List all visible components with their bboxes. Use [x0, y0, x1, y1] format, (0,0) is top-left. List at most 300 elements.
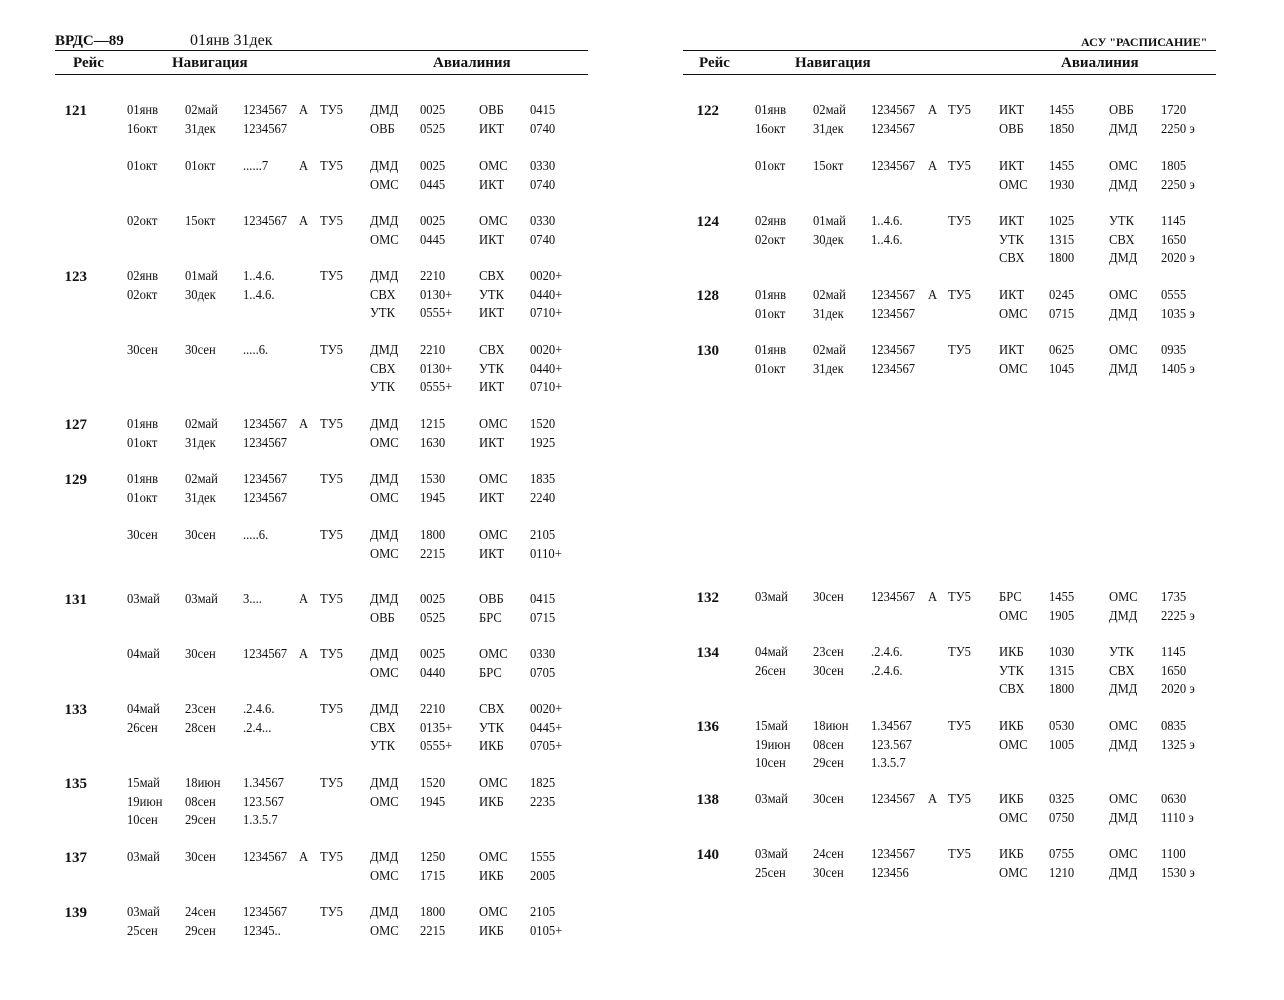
cell-t2: 1835 [530, 472, 556, 487]
cell-type: ТУ5 [320, 905, 343, 920]
cell-t1: 1030 [1049, 645, 1075, 660]
cell-t2: 2020 э [1161, 682, 1195, 697]
cell-from: 01окт [755, 361, 786, 377]
cell-from: 01янв [755, 343, 787, 358]
cell-to: 01май [813, 214, 846, 229]
cell-days: 3.... [243, 592, 262, 607]
cell-st2: ИКТ [479, 546, 505, 562]
cell-st2: ОМС [479, 776, 508, 791]
cell-t1: 1210 [1049, 865, 1075, 881]
flight-number: 128 [696, 288, 719, 304]
cell-type: ТУ5 [948, 847, 971, 862]
cell-st1: ОВБ [999, 121, 1024, 137]
cell-t1: 2210 [420, 269, 446, 284]
cell-ac: А [299, 592, 309, 607]
cell-to: 28сен [185, 720, 216, 736]
cell-from: 03май [127, 592, 160, 607]
cell-t1: 0025 [420, 159, 446, 174]
cell-t2: 0705+ [530, 739, 563, 754]
cell-st2: УТК [1109, 214, 1135, 229]
flight-number: 122 [696, 103, 719, 119]
cell-t2: 1035 э [1161, 306, 1195, 322]
cell-from: 02янв [127, 269, 159, 284]
cell-t1: 0135+ [420, 720, 453, 736]
flight-number: 140 [696, 847, 719, 863]
cell-st1: ОМС [999, 810, 1028, 826]
cell-st2: ОВБ [479, 103, 504, 118]
cell-from: 01янв [127, 103, 159, 118]
cell-st1: СВХ [370, 361, 396, 377]
cell-type: ТУ5 [320, 472, 343, 487]
cell-from: 01янв [755, 288, 787, 303]
cell-from: 26сен [755, 663, 786, 679]
cell-t2: 2250 э [1161, 121, 1195, 137]
cell-st1: ДМД [370, 343, 399, 358]
cell-days: 1234567 [871, 343, 916, 358]
cell-from: 03май [755, 590, 788, 605]
validity-period: 01янв 31дек [190, 32, 273, 49]
cell-days: 12345.. [243, 923, 281, 939]
right-page [683, 0, 1218, 1000]
cell-st2: СВХ [479, 269, 505, 284]
flight-number: 123 [64, 269, 87, 285]
cell-t1: 0025 [420, 214, 446, 229]
cell-st1: ОМС [999, 177, 1028, 193]
cell-to: 03май [185, 592, 218, 607]
cell-t2: 0330 [530, 647, 556, 662]
cell-st1: ОМС [370, 490, 399, 506]
column-header-route: Авиалиния [433, 55, 511, 71]
cell-type: ТУ5 [320, 592, 343, 607]
cell-days: 1234567 [243, 472, 288, 487]
flight-number: 124 [696, 214, 719, 230]
flight-number: 136 [696, 719, 719, 735]
cell-st1: ИКТ [999, 288, 1025, 303]
cell-from: 03май [755, 847, 788, 862]
cell-t2: 1145 [1161, 645, 1186, 660]
cell-from: 02окт [127, 214, 158, 229]
cell-t1: 0555+ [420, 380, 453, 395]
cell-t2: 1720 [1161, 103, 1187, 118]
cell-t1: 1455 [1049, 159, 1075, 174]
cell-from: 19июн [755, 737, 791, 753]
header-rule-bottom [55, 74, 588, 75]
cell-st2: ДМД [1109, 251, 1138, 266]
cell-st2: БРС [479, 665, 502, 681]
cell-t1: 0440 [420, 665, 446, 681]
cell-to: 02май [185, 417, 218, 432]
flight-number: 121 [64, 103, 87, 119]
cell-type: ТУ5 [320, 159, 343, 174]
cell-to: 30дек [813, 232, 844, 248]
cell-ac: А [299, 850, 309, 865]
cell-t1: 0715 [1049, 306, 1075, 322]
cell-st2: ОМС [1109, 719, 1138, 734]
cell-t2: 0715 [530, 610, 556, 626]
cell-ac: А [299, 159, 309, 174]
cell-st2: БРС [479, 610, 502, 626]
cell-to: 02май [185, 103, 218, 118]
flight-number: 127 [64, 417, 87, 433]
cell-ac: А [299, 214, 309, 229]
cell-ac: А [928, 792, 938, 807]
cell-from: 02окт [127, 287, 158, 303]
cell-t1: 0530 [1049, 719, 1075, 734]
cell-st1: ОВБ [370, 121, 395, 137]
cell-st1: ОМС [370, 665, 399, 681]
cell-st1: ДМД [370, 269, 399, 284]
column-header-flight: Рейс [73, 55, 104, 71]
cell-st2: СВХ [1109, 232, 1135, 248]
cell-to: 01май [185, 269, 218, 284]
cell-t1: 1005 [1049, 737, 1075, 753]
cell-t2: 1530 э [1161, 865, 1195, 881]
cell-t2: 0935 [1161, 343, 1187, 358]
cell-from: 03май [127, 905, 160, 920]
cell-from: 01окт [127, 159, 158, 174]
cell-t2: 2020 э [1161, 251, 1195, 266]
cell-st2: УТК [479, 720, 505, 736]
cell-t2: 0445+ [530, 720, 563, 736]
cell-type: ТУ5 [320, 528, 343, 543]
cell-t1: 1800 [420, 905, 446, 920]
cell-t1: 1250 [420, 850, 446, 865]
cell-ac: А [928, 590, 938, 605]
cell-t1: 1945 [420, 490, 446, 506]
cell-t2: 1325 э [1161, 737, 1195, 753]
cell-t2: 0020+ [530, 343, 563, 358]
cell-from: 25сен [127, 923, 158, 939]
cell-type: ТУ5 [948, 645, 971, 660]
cell-t1: 2215 [420, 923, 446, 939]
cell-days: 1234567 [871, 847, 916, 862]
cell-days: 1234567 [243, 417, 288, 432]
cell-t2: 0440+ [530, 287, 563, 303]
cell-from: 01янв [755, 103, 787, 118]
cell-st2: ОМС [1109, 159, 1138, 174]
cell-t2: 1925 [530, 435, 556, 451]
cell-type: ТУ5 [320, 647, 343, 662]
cell-to: 02май [185, 472, 218, 487]
cell-st2: УТК [479, 361, 505, 377]
flight-number: 132 [696, 590, 719, 606]
cell-days: 1..4.6. [871, 232, 903, 248]
cell-t1: 0445 [420, 232, 446, 248]
cell-t1: 1715 [420, 868, 446, 884]
cell-ac: А [299, 647, 309, 662]
cell-from: 19июн [127, 794, 163, 810]
cell-t1: 1800 [1049, 682, 1075, 697]
cell-t1: 1905 [1049, 608, 1075, 624]
cell-st2: ИКТ [479, 177, 505, 193]
cell-t1: 2215 [420, 546, 446, 562]
cell-days: 1..4.6. [243, 287, 275, 303]
cell-from: 10сен [755, 756, 786, 771]
cell-st2: ДМД [1109, 361, 1138, 377]
cell-days: .2.4... [243, 720, 272, 736]
cell-st1: УТК [999, 663, 1025, 679]
cell-days: 1234567 [871, 792, 916, 807]
cell-t2: 1555 [530, 850, 556, 865]
cell-t2: 0440+ [530, 361, 563, 377]
cell-st1: ИКТ [999, 159, 1025, 174]
cell-st1: СВХ [999, 682, 1025, 697]
cell-days: 123.567 [871, 737, 912, 753]
cell-from: 16окт [755, 121, 786, 137]
cell-st2: УТК [1109, 645, 1135, 660]
cell-st2: СВХ [1109, 663, 1135, 679]
cell-t1: 0130+ [420, 361, 453, 377]
cell-to: 30сен [185, 528, 216, 543]
cell-days: 1234567 [243, 905, 288, 920]
cell-st2: ОМС [1109, 847, 1138, 862]
cell-t2: 0835 [1161, 719, 1187, 734]
cell-days: 1234567 [871, 590, 916, 605]
cell-st2: ОМС [479, 850, 508, 865]
cell-t1: 1850 [1049, 121, 1075, 137]
cell-t2: 1405 э [1161, 361, 1195, 377]
cell-type: ТУ5 [320, 343, 343, 358]
cell-type: ТУ5 [948, 792, 971, 807]
cell-t1: 1930 [1049, 177, 1075, 193]
cell-t1: 0130+ [420, 287, 453, 303]
cell-t1: 1025 [1049, 214, 1075, 229]
cell-t1: 2210 [420, 343, 446, 358]
cell-st1: ДМД [370, 528, 399, 543]
cell-t1: 0025 [420, 103, 446, 118]
cell-to: 30сен [185, 343, 216, 358]
cell-st1: ДМД [370, 159, 399, 174]
cell-from: 15май [127, 776, 160, 791]
cell-st2: ДМД [1109, 682, 1138, 697]
cell-t2: 0705 [530, 665, 556, 681]
cell-ac: А [928, 288, 938, 303]
cell-to: 18июн [813, 719, 849, 734]
cell-days: 1234567 [871, 159, 916, 174]
cell-st2: ИКТ [479, 306, 505, 321]
cell-t2: 0330 [530, 214, 556, 229]
cell-st1: ОМС [370, 923, 399, 939]
cell-t2: 1100 [1161, 847, 1186, 862]
cell-st2: ДМД [1109, 306, 1138, 322]
cell-days: .2.4.6. [871, 645, 903, 660]
column-header-navigation: Навигация [795, 55, 871, 71]
cell-st1: СВХ [370, 720, 396, 736]
cell-to: 31дек [185, 490, 216, 506]
cell-st1: ДМД [370, 592, 399, 607]
cell-from: 30сен [127, 528, 158, 543]
cell-days: .2.4.6. [871, 663, 903, 679]
cell-type: ТУ5 [320, 417, 343, 432]
cell-t2: 2105 [530, 905, 556, 920]
cell-from: 01окт [755, 306, 786, 322]
cell-to: 24сен [185, 905, 216, 920]
cell-days: 1234567 [243, 647, 288, 662]
cell-t2: 1110 э [1161, 810, 1194, 826]
cell-from: 01окт [127, 490, 158, 506]
cell-t2: 0740 [530, 121, 556, 137]
flight-number: 130 [696, 343, 719, 359]
cell-to: 30сен [813, 590, 844, 605]
cell-days: .2.4.6. [243, 702, 275, 717]
cell-st2: ОМС [479, 214, 508, 229]
cell-to: 18июн [185, 776, 221, 791]
cell-type: ТУ5 [948, 103, 971, 118]
cell-from: 16окт [127, 121, 158, 137]
cell-t1: 0445 [420, 177, 446, 193]
cell-st1: ДМД [370, 214, 399, 229]
cell-to: 24сен [813, 847, 844, 862]
cell-t1: 0755 [1049, 847, 1075, 862]
cell-st1: СВХ [999, 251, 1025, 266]
cell-st2: ОМС [479, 647, 508, 662]
left-page [55, 0, 590, 1000]
cell-days: 1234567 [243, 103, 288, 118]
cell-from: 26сен [127, 720, 158, 736]
cell-days: 123456 [871, 865, 909, 881]
cell-t1: 1800 [420, 528, 446, 543]
flight-number: 129 [64, 472, 87, 488]
cell-t1: 0525 [420, 610, 446, 626]
cell-t1: 0025 [420, 647, 446, 662]
cell-st1: ОМС [370, 435, 399, 451]
cell-st2: ДМД [1109, 177, 1138, 193]
cell-st1: ДМД [370, 103, 399, 118]
cell-t2: 1650 [1161, 232, 1187, 248]
cell-t2: 2235 [530, 794, 556, 810]
cell-to: 01окт [185, 159, 216, 174]
column-header-route: Авиалиния [1061, 55, 1139, 71]
cell-st2: ИКТ [479, 380, 505, 395]
cell-t2: 0555 [1161, 288, 1187, 303]
cell-ac: А [928, 103, 938, 118]
cell-st2: ОМС [1109, 288, 1138, 303]
flight-number: 137 [64, 850, 87, 866]
cell-to: 23сен [813, 645, 844, 660]
cell-t1: 0555+ [420, 739, 453, 754]
cell-t2: 0415 [530, 103, 556, 118]
cell-t1: 1315 [1049, 232, 1075, 248]
cell-t1: 0525 [420, 121, 446, 137]
cell-to: 31дек [813, 306, 844, 322]
cell-st1: УТК [370, 306, 396, 321]
cell-st1: ОМС [999, 865, 1028, 881]
cell-to: 30сен [813, 865, 844, 881]
cell-t1: 0245 [1049, 288, 1075, 303]
cell-from: 01янв [127, 417, 159, 432]
cell-days: 1..4.6. [871, 214, 903, 229]
cell-t2: 2105 [530, 528, 556, 543]
cell-st2: ДМД [1109, 121, 1138, 137]
cell-t1: 1520 [420, 776, 446, 791]
cell-st1: ОМС [370, 794, 399, 810]
cell-days: 1234567 [243, 490, 288, 506]
cell-t1: 1630 [420, 435, 446, 451]
cell-st2: ДМД [1109, 608, 1138, 624]
cell-st1: ДМД [370, 647, 399, 662]
cell-t2: 2240 [530, 490, 556, 506]
cell-type: ТУ5 [320, 776, 343, 791]
cell-t1: 0750 [1049, 810, 1075, 826]
cell-t2: 2005 [530, 868, 556, 884]
cell-to: 29сен [185, 923, 216, 939]
cell-st2: ОВБ [1109, 103, 1134, 118]
cell-to: 30дек [185, 287, 216, 303]
cell-to: 31дек [813, 121, 844, 137]
cell-t1: 1315 [1049, 663, 1075, 679]
column-header-flight: Рейс [699, 55, 730, 71]
cell-to: 31дек [185, 435, 216, 451]
cell-st2: ОМС [1109, 792, 1138, 807]
cell-days: 1234567 [871, 306, 916, 322]
header-rule-bottom [683, 74, 1216, 75]
header-rule-top [683, 50, 1216, 51]
cell-t2: 0110+ [530, 546, 562, 562]
header-rule-top [55, 50, 588, 51]
flight-number: 133 [64, 702, 87, 718]
cell-days: ......7 [243, 159, 269, 174]
cell-st2: ИКБ [479, 794, 504, 810]
cell-t1: 1945 [420, 794, 446, 810]
cell-st2: ОМС [479, 417, 508, 432]
cell-t1: 1215 [420, 417, 446, 432]
cell-st1: ИКТ [999, 103, 1025, 118]
cell-st1: ОМС [370, 546, 399, 562]
cell-t1: 0325 [1049, 792, 1075, 807]
cell-days: 1.3.5.7 [871, 756, 906, 771]
cell-st2: ОМС [479, 528, 508, 543]
cell-t2: 0710+ [530, 380, 563, 395]
cell-to: 02май [813, 343, 846, 358]
cell-st1: ОМС [999, 306, 1028, 322]
cell-type: ТУ5 [948, 343, 971, 358]
flight-number: 134 [696, 645, 719, 661]
cell-from: 04май [127, 702, 160, 717]
cell-t2: 0630 [1161, 792, 1187, 807]
cell-st2: ИКБ [479, 739, 504, 754]
cell-t2: 1520 [530, 417, 556, 432]
cell-from: 10сен [127, 813, 158, 828]
cell-t1: 0555+ [420, 306, 453, 321]
cell-st2: ИКТ [479, 121, 505, 137]
cell-from: 01окт [755, 159, 786, 174]
cell-to: 29сен [185, 813, 216, 828]
cell-st2: ОМС [479, 472, 508, 487]
cell-type: ТУ5 [320, 850, 343, 865]
cell-t2: 0740 [530, 232, 556, 248]
cell-to: 23сен [185, 702, 216, 717]
cell-type: ТУ5 [948, 159, 971, 174]
cell-type: ТУ5 [948, 214, 971, 229]
cell-t2: 0710+ [530, 306, 563, 321]
cell-t2: 1735 [1161, 590, 1187, 605]
cell-days: 1234567 [243, 435, 288, 451]
cell-st1: ОВБ [370, 610, 395, 626]
cell-st1: ДМД [370, 905, 399, 920]
cell-to: 08сен [813, 737, 844, 753]
cell-st2: ИКБ [479, 868, 504, 884]
cell-st2: ОМС [479, 159, 508, 174]
cell-from: 03май [127, 850, 160, 865]
cell-to: 31дек [185, 121, 216, 137]
cell-t2: 0020+ [530, 269, 563, 284]
cell-st1: УТК [999, 232, 1025, 248]
cell-to: 15окт [185, 214, 216, 229]
flight-number: 135 [64, 776, 87, 792]
cell-t1: 1800 [1049, 251, 1075, 266]
cell-st1: ДМД [370, 417, 399, 432]
cell-st2: ОМС [479, 905, 508, 920]
